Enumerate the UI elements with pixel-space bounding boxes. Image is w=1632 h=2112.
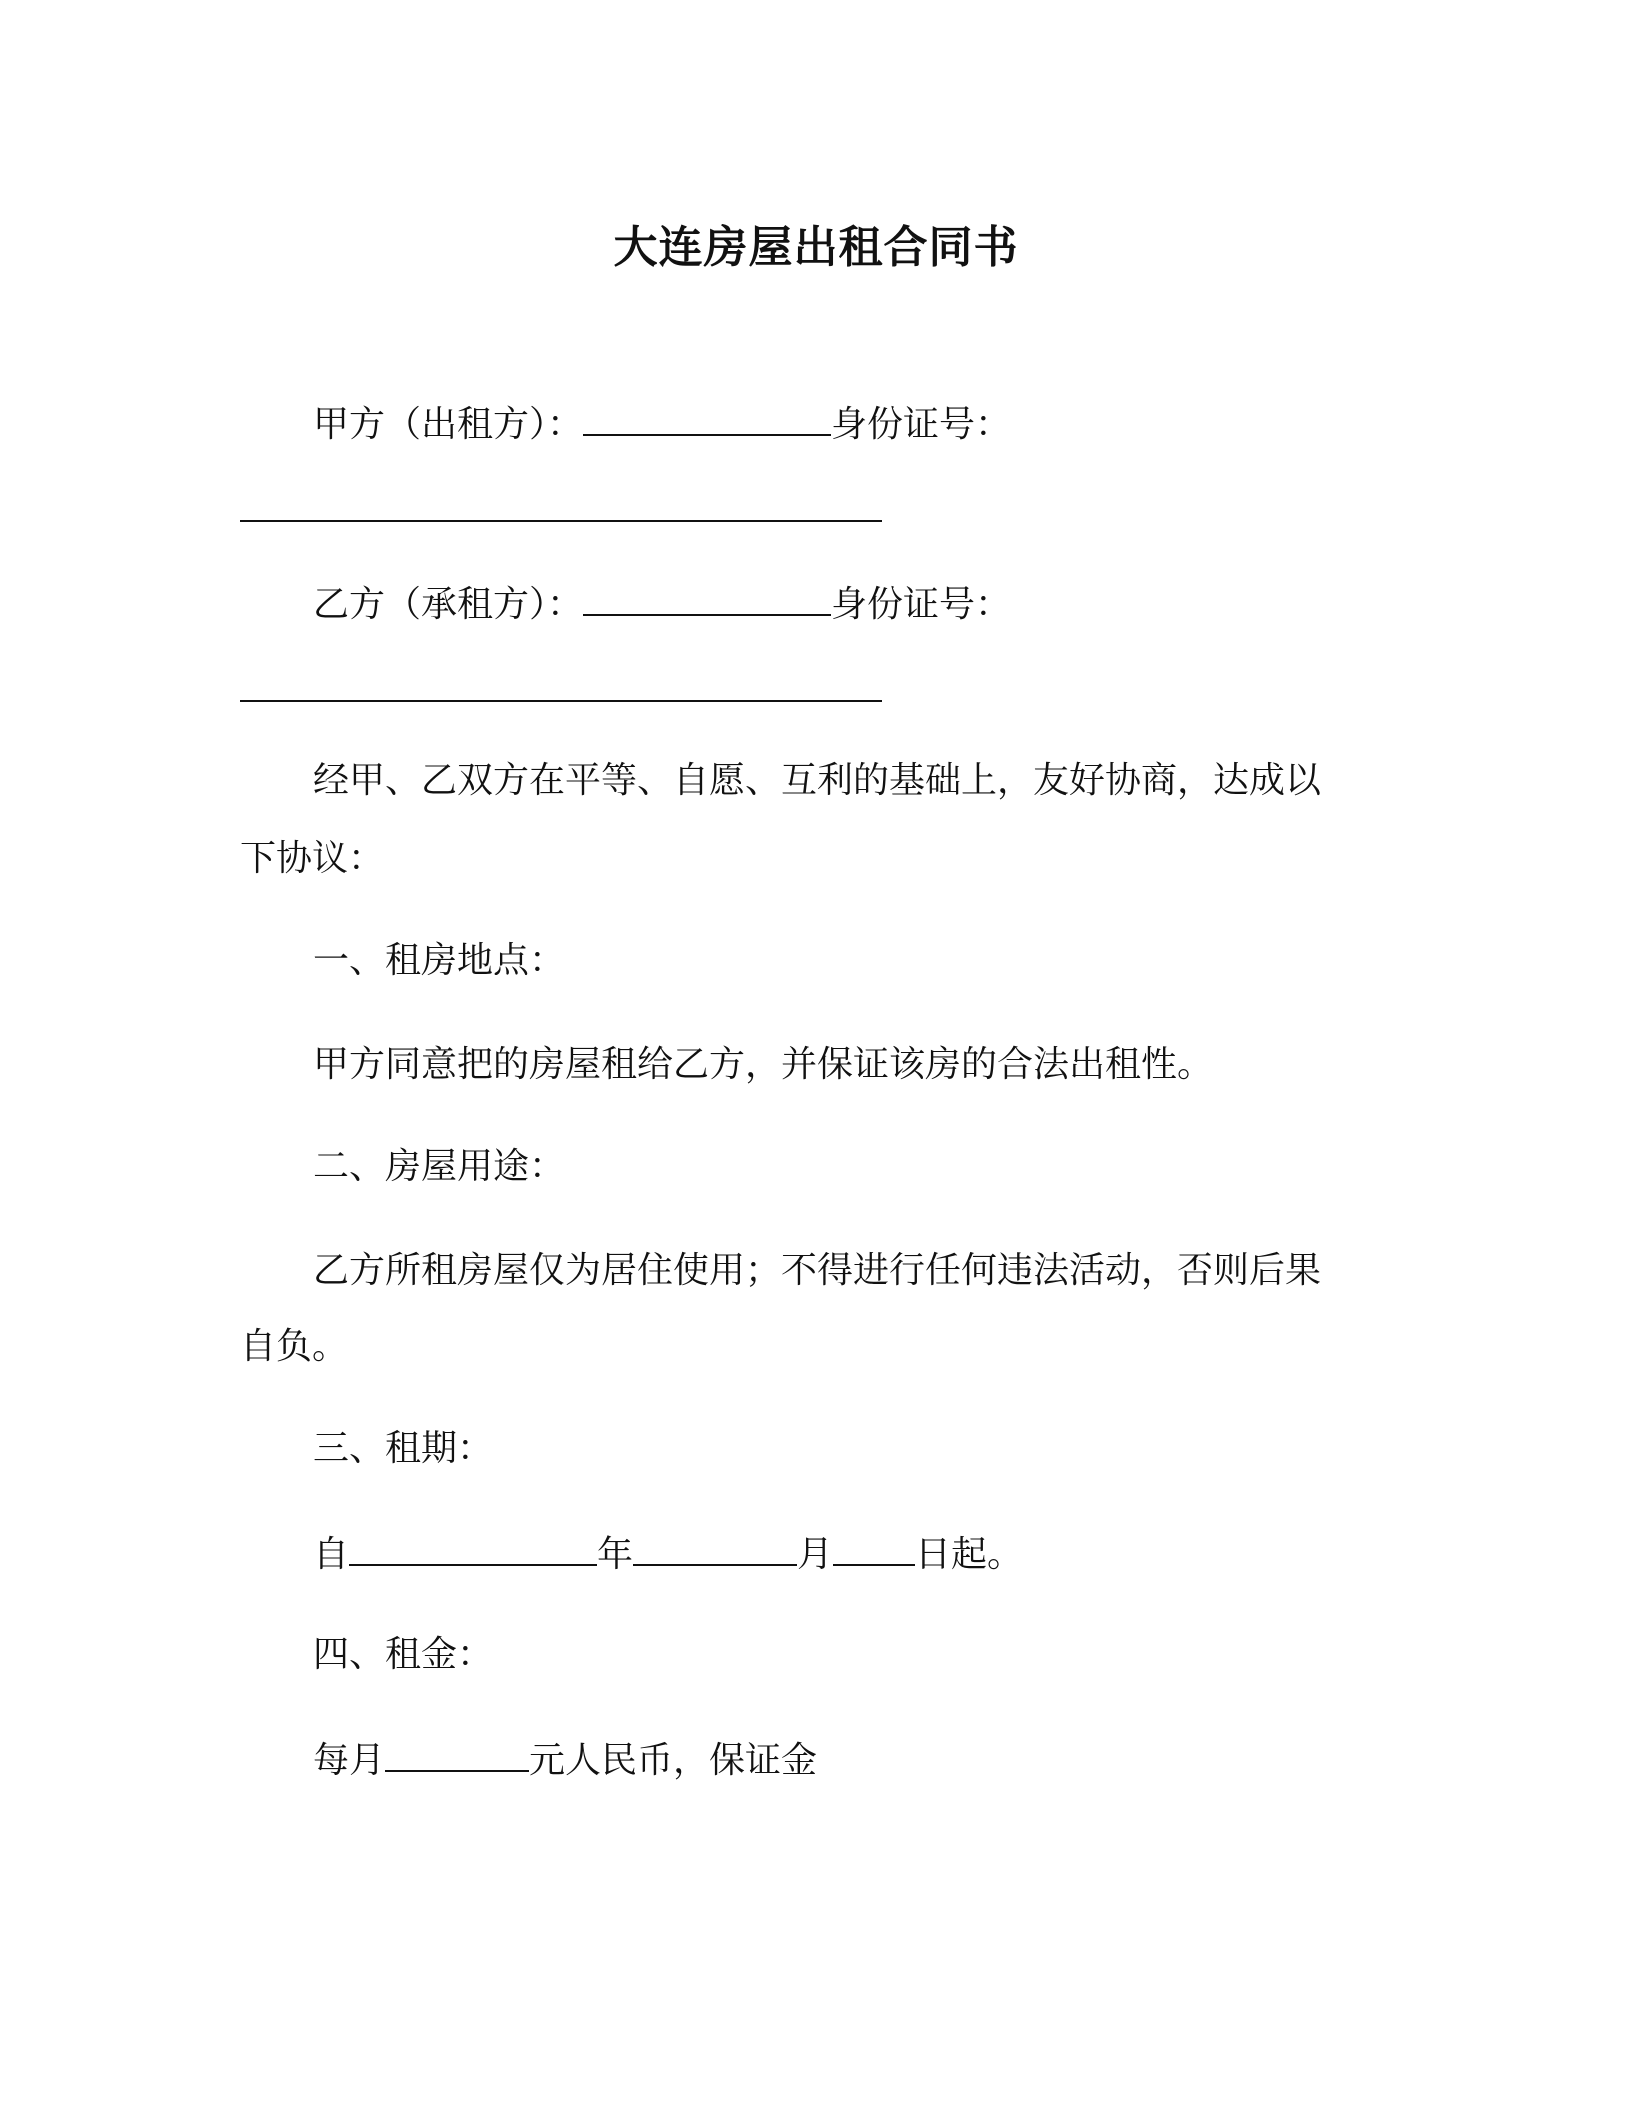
term-from-label: 自 — [313, 1534, 350, 1575]
party-a-label: 甲方（出租方）： — [313, 404, 584, 445]
term-year-blank[interactable] — [349, 1528, 597, 1566]
party-b-id-label: 身份证号： — [831, 584, 1012, 625]
party-b-name-blank[interactable] — [583, 578, 831, 616]
preamble-line-1: 经甲、乙双方在平等、自愿、互利的基础上，友好协商，达成以 — [313, 760, 1322, 801]
section-3-heading: 三、租期： — [313, 1428, 494, 1469]
party-a-name-blank[interactable] — [583, 398, 831, 436]
party-a-line — [313, 398, 1011, 450]
party-a-id-blank[interactable] — [240, 520, 882, 522]
section-2-body-line-2: 自负。 — [240, 1326, 349, 1367]
term-line — [313, 1528, 1023, 1580]
party-b-label: 乙方（承租方）： — [313, 584, 584, 625]
rent-currency-label: 元人民币，保证金 — [529, 1740, 818, 1781]
party-b-line — [313, 578, 1011, 630]
section-4-heading: 四、租金： — [313, 1634, 494, 1675]
rent-amount-blank[interactable] — [385, 1734, 529, 1772]
section-2-heading: 二、房屋用途： — [313, 1146, 566, 1187]
section-1-body: 甲方同意把的房屋租给乙方，并保证该房的合法出租性。 — [313, 1044, 1214, 1085]
rent-monthly-label: 每月 — [313, 1740, 386, 1781]
document-title: 大连房屋出租合同书 — [613, 222, 1019, 273]
party-a-id-label: 身份证号： — [831, 404, 1012, 445]
term-day-blank[interactable] — [833, 1528, 915, 1566]
rent-line — [313, 1734, 817, 1786]
term-month-label: 月 — [797, 1534, 834, 1575]
party-b-id-blank[interactable] — [240, 700, 882, 702]
term-year-label: 年 — [597, 1534, 634, 1575]
preamble-line-2: 下协议： — [240, 838, 385, 879]
section-1-heading: 一、租房地点： — [313, 940, 566, 981]
term-day-label: 日起。 — [915, 1534, 1024, 1575]
term-month-blank[interactable] — [633, 1528, 797, 1566]
section-2-body-line-1: 乙方所租房屋仅为居住使用；不得进行任何违法活动，否则后果 — [313, 1250, 1322, 1291]
